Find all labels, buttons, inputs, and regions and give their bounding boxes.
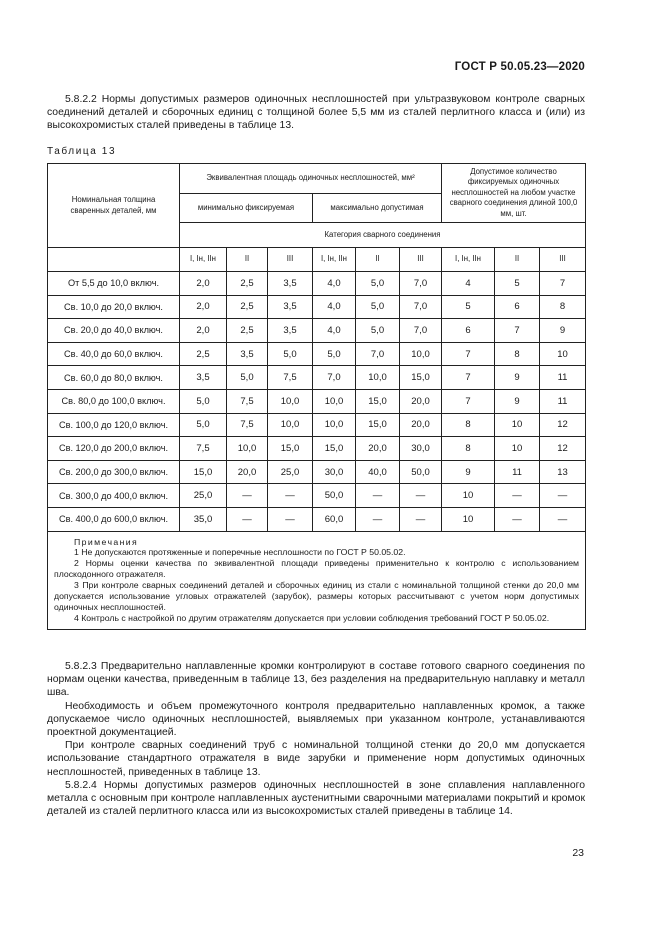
cell: 8 [540, 295, 586, 319]
cell: 15,0 [356, 413, 400, 437]
cell: 7,5 [227, 389, 268, 413]
cell: 7,0 [356, 342, 400, 366]
paragraph-intermediate-control: Необходимость и объем промежуточного контроля предварительно наплавленных кромок, а также допускаемое число одиночных несплошностей, выявляемых при указанном контроле, устанавливаются проектной документацией. [47, 700, 585, 739]
cell: 10 [495, 413, 540, 437]
cell: — [540, 507, 586, 531]
category-cell: II [356, 248, 400, 272]
cell: 10,0 [313, 389, 356, 413]
cell: 6 [495, 295, 540, 319]
table-row [48, 507, 586, 531]
cell: 15,0 [313, 437, 356, 461]
table-row [48, 389, 586, 413]
table-row [48, 413, 586, 437]
norms-table [47, 163, 586, 630]
cell: 4,0 [313, 295, 356, 319]
header-allowed-count: Допустимое количество фиксируемых одиночных несплошностей на любом участке сварного соединения длиной 100,0 мм, шт. [442, 164, 586, 223]
cell: 9 [495, 366, 540, 390]
category-cell: II [227, 248, 268, 272]
cell: 7,0 [400, 295, 442, 319]
cell: — [227, 484, 268, 508]
intro-paragraph: 5.8.2.2 Нормы допустимых размеров одиночных несплошностей при ультразвуковом контроле сварных соединений деталей и сборочных единиц с толщиной более 5,5 мм из сталей перлитного класса и (или) из высокохромистых сталей приведены в таблице 13. [47, 94, 585, 132]
cell: 25,0 [268, 460, 313, 484]
cell: 9 [442, 460, 495, 484]
cell: 11 [495, 460, 540, 484]
cell: 5,0 [227, 366, 268, 390]
cell: 7,5 [180, 437, 227, 461]
table-row [48, 437, 586, 461]
category-cell: III [540, 248, 586, 272]
table-row [48, 366, 586, 390]
note-item: 4 Контроль с настройкой по другим отражателям допускается при условии соблюдения требований ГОСТ Р 50.05.02. [74, 612, 550, 623]
cell: 9 [540, 319, 586, 343]
table-caption: Таблица 13 [47, 146, 117, 157]
category-cell: I, Iн, IIн [180, 248, 227, 272]
row-label: Св. 10,0 до 20,0 включ. [48, 295, 180, 319]
table-row [48, 295, 586, 319]
row-label: Св. 60,0 до 80,0 включ. [48, 366, 180, 390]
cell: 2,5 [227, 295, 268, 319]
row-label: От 5,5 до 10,0 включ. [48, 272, 180, 296]
header-max-allowed: максимально допустимая [313, 194, 442, 223]
cell: 7 [442, 366, 495, 390]
cell: 5 [442, 295, 495, 319]
cell: 8 [495, 342, 540, 366]
cell: — [227, 507, 268, 531]
cell: 7,5 [268, 366, 313, 390]
cell: 5 [495, 272, 540, 296]
category-cell: II [495, 248, 540, 272]
row-label: Св. 400,0 до 600,0 включ. [48, 507, 180, 531]
note-item: 1 Не допускаются протяженные и поперечные несплошности по ГОСТ Р 50.05.02. [74, 547, 406, 558]
cell: 3,5 [268, 272, 313, 296]
cell: 2,0 [180, 295, 227, 319]
header-min-fixed: минимально фиксируемая [180, 194, 313, 223]
cell: 10,0 [400, 342, 442, 366]
cell: 11 [540, 366, 586, 390]
row-label: Св. 300,0 до 400,0 включ. [48, 484, 180, 508]
cell: 9 [495, 389, 540, 413]
table-notes [48, 531, 586, 629]
cell: 5,0 [356, 272, 400, 296]
cell: 4 [442, 272, 495, 296]
category-row [48, 248, 586, 272]
cell: 20,0 [227, 460, 268, 484]
cell: 7 [442, 342, 495, 366]
cell: 3,5 [180, 366, 227, 390]
notes-title: Примечания [74, 536, 139, 547]
cell: 2,5 [227, 319, 268, 343]
cell: 7 [442, 389, 495, 413]
cell: 13 [540, 460, 586, 484]
row-label: Св. 100,0 до 120,0 включ. [48, 413, 180, 437]
cell: 3,5 [227, 342, 268, 366]
cell: 7,0 [400, 319, 442, 343]
notes-row [48, 531, 586, 629]
header-equivalent-area: Эквивалентная площадь одиночных несплошностей, мм² [180, 164, 442, 194]
cell: 30,0 [313, 460, 356, 484]
table-row [48, 272, 586, 296]
cell: 20,0 [356, 437, 400, 461]
cell: — [400, 507, 442, 531]
cell: 7,0 [313, 366, 356, 390]
cell: 2,0 [180, 319, 227, 343]
cell: — [400, 484, 442, 508]
cell: 50,0 [313, 484, 356, 508]
cell: 5,0 [180, 389, 227, 413]
cell: — [356, 507, 400, 531]
cell: 7,0 [400, 272, 442, 296]
cell: 4,0 [313, 319, 356, 343]
cell: — [268, 507, 313, 531]
cell: — [495, 484, 540, 508]
header-thickness: Номинальная толщина сваренных деталей, мм [48, 164, 180, 248]
cell: — [268, 484, 313, 508]
row-label: Св. 120,0 до 200,0 включ. [48, 437, 180, 461]
cell: 20,0 [400, 413, 442, 437]
document-header: ГОСТ Р 50.05.23—2020 [454, 61, 585, 73]
cell: 12 [540, 437, 586, 461]
cell: 10 [442, 484, 495, 508]
cell: 5,0 [268, 342, 313, 366]
cell: 7 [540, 272, 586, 296]
table-row [48, 319, 586, 343]
cell: 15,0 [400, 366, 442, 390]
cell: 10 [495, 437, 540, 461]
cell: 10,0 [356, 366, 400, 390]
cell: 10 [540, 342, 586, 366]
cell: 5,0 [356, 319, 400, 343]
cell: 2,5 [180, 342, 227, 366]
cell: 12 [540, 413, 586, 437]
cell: 15,0 [180, 460, 227, 484]
cell: 10,0 [268, 413, 313, 437]
cell: 10,0 [268, 389, 313, 413]
table-row [48, 460, 586, 484]
cell: 7,5 [227, 413, 268, 437]
cell: 11 [540, 389, 586, 413]
cell: 8 [442, 413, 495, 437]
cell: 10,0 [227, 437, 268, 461]
cell: 6 [442, 319, 495, 343]
page-number: 23 [572, 847, 584, 859]
cell: 35,0 [180, 507, 227, 531]
category-cell: I, Iн, IIн [442, 248, 495, 272]
cell: 5,0 [356, 295, 400, 319]
cell: 60,0 [313, 507, 356, 531]
cell: 7 [495, 319, 540, 343]
paragraph-5-8-2-3: 5.8.2.3 Предварительно наплавленные кромки контролируют в составе готового сварного соединения по нормам оценки качества, приведенным в таблице 13, без разделения на предварительную наплавку и металл шва. [47, 661, 585, 699]
cell: 10 [442, 507, 495, 531]
cell: 2,0 [180, 272, 227, 296]
row-label: Св. 20,0 до 40,0 включ. [48, 319, 180, 343]
cell: 3,5 [268, 319, 313, 343]
cell: — [540, 484, 586, 508]
cell: 15,0 [356, 389, 400, 413]
body-text [47, 660, 585, 818]
cell: 20,0 [400, 389, 442, 413]
table-13 [47, 163, 585, 630]
cell: — [495, 507, 540, 531]
header-category-spacer [48, 248, 180, 272]
note-item: 3 При контроле сварных соединений деталей и сборочных единиц из стали с номинальной толщиной стенки до 20,0 мм допускается использование угловых отражателей (зарубок), размеры которых рассчитывают с учетом норм допустимых одиночных несплошностей. [54, 580, 580, 612]
category-cell: III [268, 248, 313, 272]
cell: 5,0 [313, 342, 356, 366]
cell: 50,0 [400, 460, 442, 484]
cell: 2,5 [227, 272, 268, 296]
cell: 8 [442, 437, 495, 461]
header-category: Категория сварного соединения [180, 223, 586, 248]
note-item: 2 Нормы оценки качества по эквивалентной площади приведены применительно к контролю с использованием плоскодонного отражателя. [54, 558, 580, 580]
paragraph-pipe-control: При контроле сварных соединений труб с номинальной толщиной стенки до 20,0 мм допускается использование стандартного отражателя в виде зарубки и применение норм допустимых одиночных несплошностей, приведенных в таблице 13. [47, 740, 585, 778]
cell: 3,5 [268, 295, 313, 319]
row-label: Св. 40,0 до 60,0 включ. [48, 342, 180, 366]
cell: 25,0 [180, 484, 227, 508]
cell: 5,0 [180, 413, 227, 437]
paragraph-5-8-2-4: 5.8.2.4 Нормы допустимых размеров одиночных несплошностей в зоне сплавления наплавленного металла с основным при контроле наплавленных аустенитными сварочными материалами покрытий и кромок деталей из сталей перлитного класса или из высокохромистых сталей приведены в таблице 14. [47, 779, 585, 818]
cell: 10,0 [313, 413, 356, 437]
category-cell: III [400, 248, 442, 272]
row-label: Св. 80,0 до 100,0 включ. [48, 389, 180, 413]
row-label: Св. 200,0 до 300,0 включ. [48, 460, 180, 484]
table-row [48, 342, 586, 366]
cell: 40,0 [356, 460, 400, 484]
cell: 4,0 [313, 272, 356, 296]
category-cell: I, Iн, IIн [313, 248, 356, 272]
cell: 30,0 [400, 437, 442, 461]
cell: — [356, 484, 400, 508]
table-row [48, 484, 586, 508]
cell: 15,0 [268, 437, 313, 461]
